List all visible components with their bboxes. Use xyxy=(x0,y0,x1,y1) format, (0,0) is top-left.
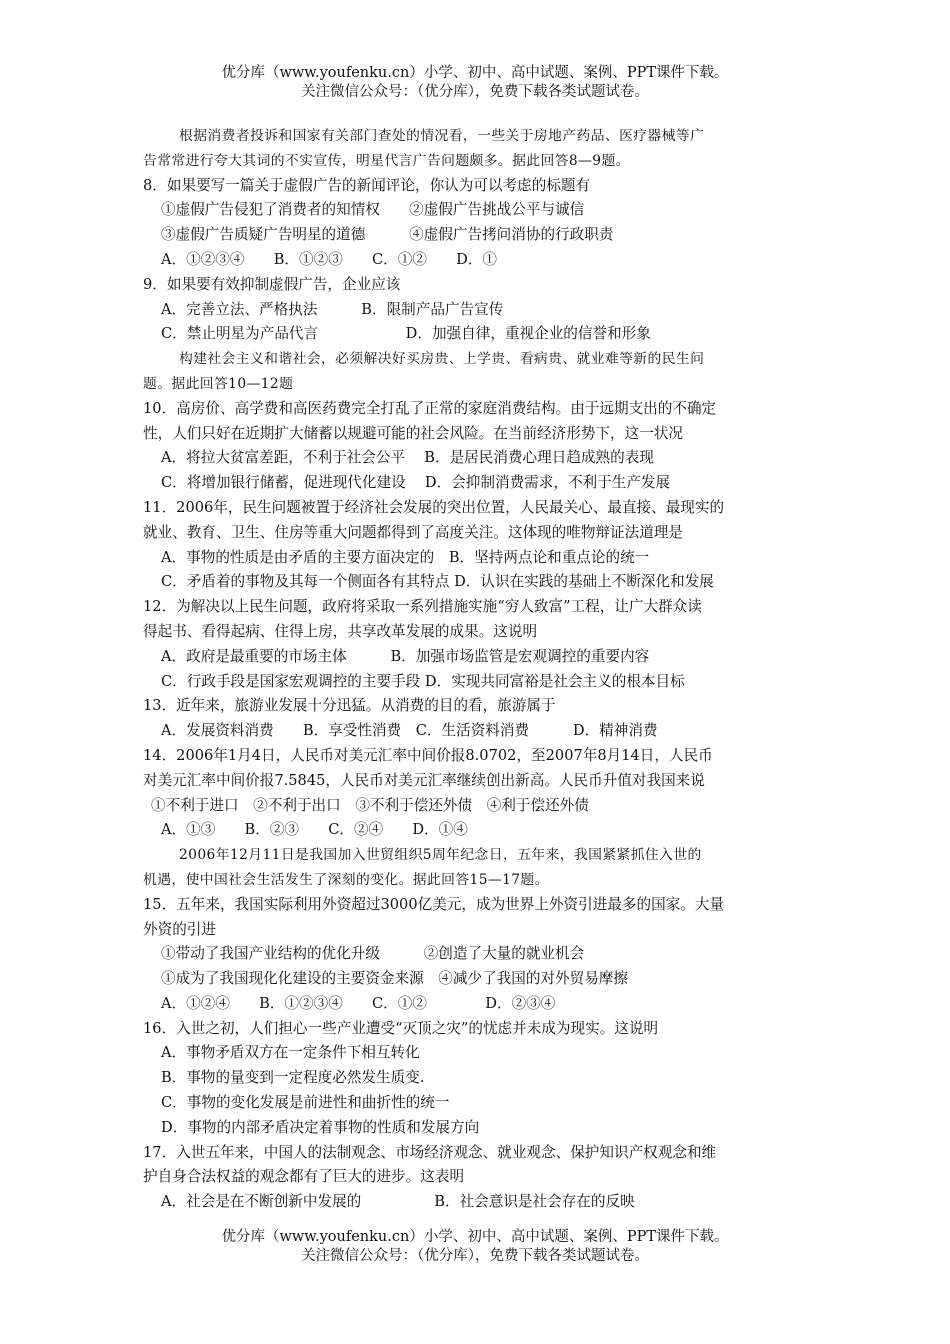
passage-intro: 2006年12月11日是我国加入世贸组织5周年纪念日，五年来，我国紧紧抓住入世的 xyxy=(179,847,702,864)
answer-options: A．完善立法、严格执法 B．限制产品广告宣传 xyxy=(161,300,504,318)
answer-options: C．事物的变化发展是前进性和曲折性的统一 xyxy=(161,1094,450,1112)
statement-line: ①带动了我国产业结构的优化升级 ②创造了大量的就业机会 xyxy=(161,945,585,963)
document-body xyxy=(143,124,811,1215)
answer-options: A．事物的性质是由矛盾的主要方面决定的 B．坚持两点论和重点论的统一 xyxy=(161,548,650,566)
question-stem: 得起书、看得起病、住得上房，共享改革发展的成果。这说明 xyxy=(143,622,538,640)
statement-line: ①虚假广告侵犯了消费者的知情权 ②虚假广告挑战公平与诚信 xyxy=(161,201,585,219)
question-stem: 10．高房价、高学费和高医药费完全打乱了正常的家庭消费结构。由于远期支出的不确定 xyxy=(143,399,717,417)
answer-options: A．发展资料消费 B．享受性消费 C．生活资料消费 D．精神消费 xyxy=(161,722,658,740)
answer-options: A．①②④ B．①②③④ C．①② D．②③④ xyxy=(161,994,556,1012)
question-stem: 11．2006年，民生问题被置于经济社会发展的突出位置，人民最关心、最直接、最现实的 xyxy=(143,498,725,516)
question-stem: 性，人们只好在近期扩大储蓄以规避可能的社会风险。在当前经济形势下，这一状况 xyxy=(143,424,683,442)
question-stem: 16．入世之初，人们担心一些产业遭受“灭顶之灾”的忧虑并未成为现实。这说明 xyxy=(143,1019,659,1037)
question-stem: 15．五年来，我国实际利用外资超过3000亿美元，成为世界上外资引进最多的国家。大量 xyxy=(143,895,725,913)
answer-options: C．矛盾着的事物及其每一个侧面各有其特点 D．认识在实践的基础上不断深化和发展 xyxy=(161,573,714,591)
passage-intro: 根据消费者投诉和国家有关部门查处的情况看，一些关于房地产药品、医疗器械等广 xyxy=(179,128,705,144)
page-header xyxy=(0,64,950,102)
answer-options: A．①②③④ B．①②③ C．①② D．① xyxy=(161,250,498,268)
header-line-2: 关注微信公众号：（优分库），免费下载各类试题试卷。 xyxy=(301,84,649,100)
answer-options: C．将增加银行储蓄，促进现代化建设 D．会抑制消费需求，不利于生产发展 xyxy=(161,474,671,492)
answer-options: A．将拉大贫富差距，不利于社会公平 B．是居民消费心理日趋成熟的表现 xyxy=(161,449,654,467)
answer-options: D．事物的内部矛盾决定着事物的性质和发展方向 xyxy=(161,1118,480,1136)
question-stem: 14．2006年1月4日，人民币对美元汇率中间价报8.0702，至2007年8月14日，人民币 xyxy=(143,746,713,764)
question-stem: 对美元汇率中间价报7.5845，人民币对美元汇率继续创出新高。人民币升值对我国来说 xyxy=(143,771,705,789)
question-stem: 9．如果要有效抑制虚假广告，企业应该 xyxy=(143,275,401,293)
question-stem: 13．近年来，旅游业发展十分迅猛。从消费的目的看，旅游属于 xyxy=(143,697,556,715)
question-stem: 17．入世五年来，中国人的法制观念、市场经济观念、就业观念、保护知识产权观念和维 xyxy=(143,1143,717,1161)
statement-line: ①不利于进口 ②不利于出口 ③不利于偿还外债 ④利于偿还外债 xyxy=(151,796,589,814)
answer-options: A．①③ B．②③ C．②④ D．①④ xyxy=(161,821,468,839)
question-stem: 12．为解决以上民生问题，政府将采取一系列措施实施“穷人致富”工程，让广大群众读 xyxy=(143,598,702,616)
question-stem: 护自身合法权益的观念都有了巨大的进步。这表明 xyxy=(143,1168,465,1186)
statement-line: ③虚假广告质疑广告明星的道德 ④虚假广告拷问消协的行政职责 xyxy=(161,226,614,244)
answer-options: B．事物的量变到一定程度必然发生质变. xyxy=(161,1069,425,1087)
answer-options: C．禁止明星为产品代言 D．加强自律，重视企业的信誉和形象 xyxy=(161,325,651,343)
answer-options: A．政府是最重要的市场主体 B．加强市场监管是宏观调控的重要内容 xyxy=(161,647,650,665)
passage-intro: 告常常进行夸大其词的不实宣传，明星代言广告问题颇多。据此回答8—9题。 xyxy=(143,152,630,169)
header-line-1: 优分库（www.youfenku.cn）小学、初中、高中试题、案例、PPT课件下载。 xyxy=(221,65,729,81)
answer-options: C．行政手段是国家宏观调控的主要手段 D．实现共同富裕是社会主义的根本目标 xyxy=(161,672,685,690)
question-stem: 8．如果要写一篇关于虚假广告的新闻评论，你认为可以考虑的标题有 xyxy=(143,176,591,194)
question-stem: 就业、教育、卫生、住房等重大问题都得到了高度关注。这体现的唯物辩证法道理是 xyxy=(143,523,683,541)
passage-intro: 构建社会主义和谐社会，必须解决好买房贵、上学贵、看病贵、就业难等新的民生问 xyxy=(179,351,705,368)
footer-line-2: 关注微信公众号：（优分库），免费下载各类试题试卷。 xyxy=(301,1248,649,1264)
passage-intro: 题。据此回答10—12题 xyxy=(143,375,294,392)
footer-line-1: 优分库（www.youfenku.cn）小学、初中、高中试题、案例、PPT课件下载。 xyxy=(221,1229,729,1245)
answer-options: A．社会是在不断创新中发展的 B．社会意识是社会存在的反映 xyxy=(161,1193,635,1211)
passage-intro: 机遇，使中国社会生活发生了深刻的变化。据此回答15—17题。 xyxy=(143,871,549,888)
statement-line: ①成为了我国现化化建设的主要资金来源 ④减少了我国的对外贸易摩擦 xyxy=(161,970,629,988)
question-stem: 外资的引进 xyxy=(143,920,216,938)
page-footer xyxy=(0,1228,950,1266)
answer-options: A．事物矛盾双方在一定条件下相互转化 xyxy=(161,1044,420,1062)
